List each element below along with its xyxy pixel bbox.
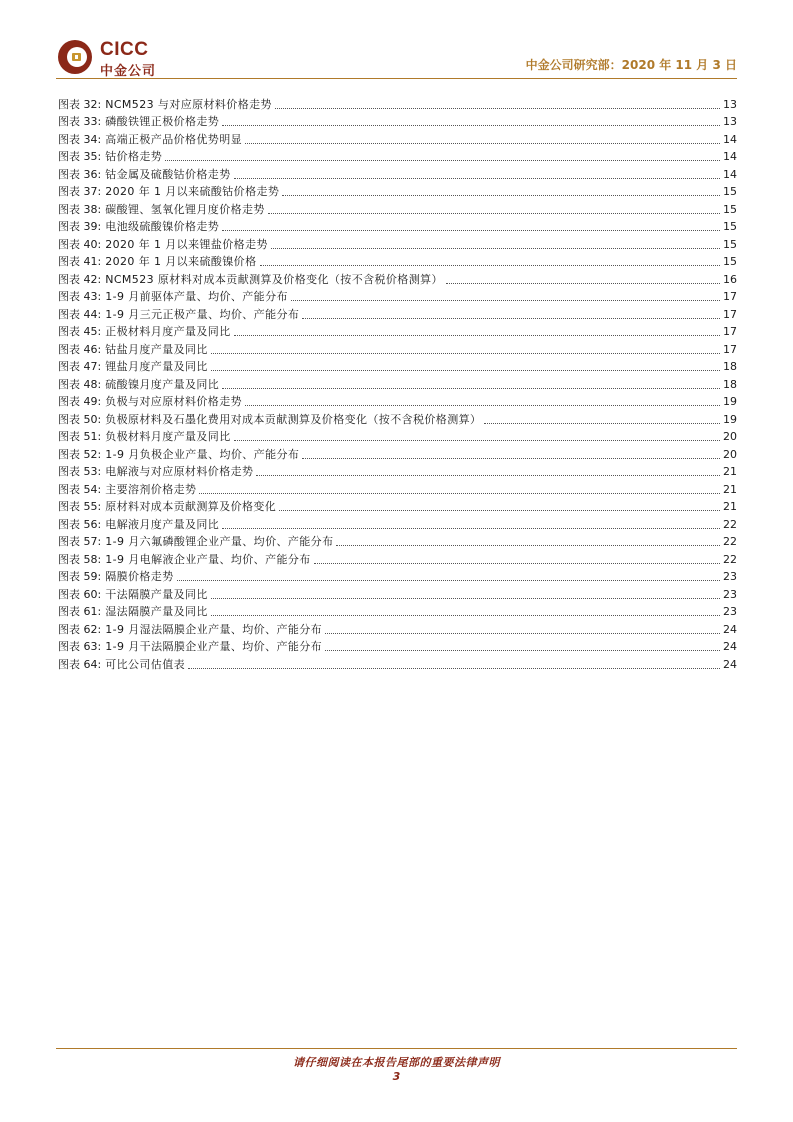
figure-title: 负极材料月度产量及同比 bbox=[105, 430, 231, 443]
figure-number: 图表 42: bbox=[58, 272, 102, 286]
dot-leader bbox=[268, 213, 720, 214]
page-ref: 17 bbox=[723, 290, 737, 303]
dot-leader bbox=[325, 650, 720, 651]
toc-entry[interactable] bbox=[58, 462, 737, 480]
page-ref: 13 bbox=[723, 115, 737, 128]
figure-title: 磷酸铁锂正极价格走势 bbox=[105, 115, 220, 128]
dot-leader bbox=[314, 563, 720, 564]
page-ref: 18 bbox=[723, 377, 737, 391]
toc-entry[interactable] bbox=[58, 182, 737, 200]
dot-leader bbox=[188, 668, 720, 669]
page-ref: 20 bbox=[723, 447, 737, 461]
figure-number: 图表 51: bbox=[58, 430, 102, 443]
page-ref: 14 bbox=[723, 150, 737, 163]
toc-entry[interactable] bbox=[58, 357, 737, 375]
page-ref: 14 bbox=[723, 132, 737, 146]
page-ref: 15 bbox=[723, 255, 737, 268]
toc-entry[interactable] bbox=[58, 234, 737, 252]
figure-title: 2020 年 1 月以来硫酸钴价格走势 bbox=[105, 185, 280, 198]
figure-title: 可比公司估值表 bbox=[105, 657, 186, 671]
page-ref: 15 bbox=[723, 185, 737, 198]
figure-title: 钴价格走势 bbox=[105, 150, 163, 163]
toc-entry[interactable] bbox=[58, 252, 737, 270]
header-date: 中金公司研究部：2020 年 11 月 3 日 bbox=[525, 58, 737, 72]
figure-title: NCM523 与对应原材料价格走势 bbox=[105, 97, 272, 111]
toc-entry[interactable] bbox=[58, 497, 737, 515]
toc-entry[interactable] bbox=[58, 392, 737, 410]
figure-title: 钴盐月度产量及同比 bbox=[105, 342, 208, 356]
page-ref: 23 bbox=[723, 587, 737, 601]
page-header bbox=[56, 36, 737, 78]
figure-title: 1-9 月干法隔膜企业产量、均价、产能分布 bbox=[105, 640, 323, 653]
page-ref: 17 bbox=[723, 342, 737, 356]
figure-number: 图表 44: bbox=[58, 307, 102, 321]
page-ref: 21 bbox=[723, 482, 737, 496]
dot-leader bbox=[211, 598, 720, 599]
toc-entry[interactable] bbox=[58, 654, 737, 672]
dot-leader bbox=[222, 528, 720, 529]
page-ref: 17 bbox=[723, 307, 737, 321]
figure-number: 图表 47: bbox=[58, 360, 102, 373]
dot-leader bbox=[325, 633, 720, 634]
page-ref: 24 bbox=[723, 640, 737, 653]
dot-leader bbox=[234, 440, 720, 441]
toc-entry[interactable] bbox=[58, 584, 737, 602]
dot-leader bbox=[222, 230, 720, 231]
figure-number: 图表 60: bbox=[58, 587, 102, 601]
cicc-logo-icon bbox=[56, 38, 94, 76]
figure-number: 图表 61: bbox=[58, 605, 102, 618]
figure-list bbox=[58, 94, 737, 672]
logo-text-en: CICC bbox=[100, 39, 149, 60]
dot-leader bbox=[260, 265, 721, 266]
page-ref: 18 bbox=[723, 360, 737, 373]
page-ref: 19 bbox=[723, 412, 737, 426]
figure-number: 图表 41: bbox=[58, 255, 102, 268]
toc-entry[interactable] bbox=[58, 94, 737, 112]
figure-number: 图表 37: bbox=[58, 185, 102, 198]
figure-number: 图表 59: bbox=[58, 570, 102, 583]
figure-title: 干法隔膜产量及同比 bbox=[105, 587, 208, 601]
toc-entry[interactable] bbox=[58, 199, 737, 217]
figure-number: 图表 40: bbox=[58, 237, 102, 251]
figure-number: 图表 55: bbox=[58, 500, 102, 513]
figure-number: 图表 58: bbox=[58, 552, 102, 566]
dot-leader bbox=[245, 143, 720, 144]
dot-leader bbox=[275, 108, 720, 109]
dot-leader bbox=[256, 475, 720, 476]
toc-entry[interactable] bbox=[58, 637, 737, 655]
figure-title: 正极材料月度产量及同比 bbox=[105, 325, 231, 338]
toc-entry[interactable] bbox=[58, 374, 737, 392]
page-number: 3 bbox=[392, 1070, 401, 1083]
figure-title: 1-9 月电解液企业产量、均价、产能分布 bbox=[105, 552, 311, 566]
dot-leader bbox=[302, 318, 720, 319]
page-ref: 22 bbox=[723, 552, 737, 566]
toc-entry[interactable] bbox=[58, 619, 737, 637]
cicc-logo bbox=[56, 38, 166, 78]
dot-leader bbox=[211, 615, 720, 616]
figure-number: 图表 50: bbox=[58, 412, 102, 426]
dot-leader bbox=[177, 580, 720, 581]
figure-title: 电解液与对应原材料价格走势 bbox=[105, 465, 254, 478]
figure-title: 碳酸锂、氢氧化锂月度价格走势 bbox=[105, 202, 265, 216]
figure-title: 硫酸镍月度产量及同比 bbox=[105, 377, 220, 391]
dot-leader bbox=[484, 423, 720, 424]
page-ref: 13 bbox=[723, 97, 737, 111]
dot-leader bbox=[291, 300, 720, 301]
figure-number: 图表 63: bbox=[58, 640, 102, 653]
figure-number: 图表 57: bbox=[58, 535, 102, 548]
toc-entry[interactable] bbox=[58, 129, 737, 147]
page-ref: 23 bbox=[723, 605, 737, 618]
figure-number: 图表 46: bbox=[58, 342, 102, 356]
toc-entry[interactable] bbox=[58, 549, 737, 567]
page-ref: 14 bbox=[723, 167, 737, 181]
toc-entry[interactable] bbox=[58, 479, 737, 497]
dot-leader bbox=[234, 178, 720, 179]
figure-title: 负极原材料及石墨化费用对成本贡献测算及价格变化（按不含税价格测算） bbox=[105, 412, 482, 426]
page-ref: 19 bbox=[723, 395, 737, 408]
figure-title: 原材料对成本贡献测算及价格变化 bbox=[105, 500, 277, 513]
toc-entry[interactable] bbox=[58, 602, 737, 620]
figure-number: 图表 45: bbox=[58, 325, 102, 338]
dot-leader bbox=[446, 283, 720, 284]
figure-number: 图表 48: bbox=[58, 377, 102, 391]
figure-number: 图表 32: bbox=[58, 97, 102, 111]
toc-entry[interactable] bbox=[58, 147, 737, 165]
figure-number: 图表 34: bbox=[58, 132, 102, 146]
figure-number: 图表 38: bbox=[58, 202, 102, 216]
page-ref: 17 bbox=[723, 325, 737, 338]
figure-title: 负极与对应原材料价格走势 bbox=[105, 395, 243, 408]
page-ref: 22 bbox=[723, 535, 737, 548]
page-ref: 15 bbox=[723, 220, 737, 233]
page-ref: 24 bbox=[723, 622, 737, 636]
page-ref: 23 bbox=[723, 570, 737, 583]
figure-number: 图表 43: bbox=[58, 290, 102, 303]
page-ref: 24 bbox=[723, 657, 737, 671]
page-ref: 20 bbox=[723, 430, 737, 443]
toc-entry[interactable] bbox=[58, 112, 737, 130]
dot-leader bbox=[271, 248, 720, 249]
toc-entry[interactable] bbox=[58, 339, 737, 357]
toc-entry[interactable] bbox=[58, 514, 737, 532]
figure-number: 图表 56: bbox=[58, 517, 102, 531]
figure-title: 1-9 月湿法隔膜企业产量、均价、产能分布 bbox=[105, 622, 323, 636]
dot-leader bbox=[199, 493, 720, 494]
figure-number: 图表 54: bbox=[58, 482, 102, 496]
figure-title: 电池级硫酸镍价格走势 bbox=[105, 220, 220, 233]
figure-number: 图表 36: bbox=[58, 167, 102, 181]
figure-title: 隔膜价格走势 bbox=[105, 570, 174, 583]
figure-title: 1-9 月负极企业产量、均价、产能分布 bbox=[105, 447, 300, 461]
figure-title: 1-9 月前驱体产量、均价、产能分布 bbox=[105, 290, 288, 303]
figure-number: 图表 62: bbox=[58, 622, 102, 636]
footer-divider bbox=[56, 1048, 737, 1049]
page-ref: 15 bbox=[723, 237, 737, 251]
figure-number: 图表 64: bbox=[58, 657, 102, 671]
figure-number: 图表 53: bbox=[58, 465, 102, 478]
figure-title: 高端正极产品价格优势明显 bbox=[105, 132, 243, 146]
figure-title: 主要溶剂价格走势 bbox=[105, 482, 197, 496]
dot-leader bbox=[336, 545, 720, 546]
figure-title: 1-9 月六氟磷酸锂企业产量、均价、产能分布 bbox=[105, 535, 334, 548]
dot-leader bbox=[279, 510, 720, 511]
page-ref: 15 bbox=[723, 202, 737, 216]
page-ref: 22 bbox=[723, 517, 737, 531]
dot-leader bbox=[234, 335, 720, 336]
figure-title: 2020 年 1 月以来硫酸镍价格 bbox=[105, 255, 257, 268]
figure-title: NCM523 原材料对成本贡献测算及价格变化（按不含税价格测算） bbox=[105, 272, 443, 286]
figure-title: 电解液月度产量及同比 bbox=[105, 517, 220, 531]
toc-entry[interactable] bbox=[58, 427, 737, 445]
figure-title: 湿法隔膜产量及同比 bbox=[105, 605, 208, 618]
dot-leader bbox=[211, 370, 720, 371]
dot-leader bbox=[211, 353, 720, 354]
toc-entry[interactable] bbox=[58, 269, 737, 287]
toc-entry[interactable] bbox=[58, 322, 737, 340]
figure-title: 2020 年 1 月以来锂盐价格走势 bbox=[105, 237, 268, 251]
toc-entry[interactable] bbox=[58, 409, 737, 427]
toc-entry[interactable] bbox=[58, 304, 737, 322]
toc-entry[interactable] bbox=[58, 532, 737, 550]
header-divider bbox=[56, 78, 737, 79]
figure-number: 图表 49: bbox=[58, 395, 102, 408]
figure-title: 锂盐月度产量及同比 bbox=[105, 360, 208, 373]
dot-leader bbox=[222, 388, 720, 389]
legal-notice: 请仔细阅读在本报告尾部的重要法律声明 bbox=[293, 1056, 500, 1069]
figure-number: 图表 52: bbox=[58, 447, 102, 461]
dot-leader bbox=[282, 195, 720, 196]
dot-leader bbox=[222, 125, 720, 126]
figure-title: 钴金属及硫酸钴价格走势 bbox=[105, 167, 231, 181]
figure-number: 图表 39: bbox=[58, 220, 102, 233]
dot-leader bbox=[245, 405, 720, 406]
figure-number: 图表 33: bbox=[58, 115, 102, 128]
page-ref: 16 bbox=[723, 272, 737, 286]
toc-entry[interactable] bbox=[58, 164, 737, 182]
figure-number: 图表 35: bbox=[58, 150, 102, 163]
logo-text-cn: 中金公司 bbox=[100, 64, 157, 79]
page-ref: 21 bbox=[723, 465, 737, 478]
toc-entry[interactable] bbox=[58, 444, 737, 462]
figure-title: 1-9 月三元正极产量、均价、产能分布 bbox=[105, 307, 300, 321]
dot-leader bbox=[302, 458, 720, 459]
toc-entry[interactable] bbox=[58, 567, 737, 585]
page-ref: 21 bbox=[723, 500, 737, 513]
dot-leader bbox=[165, 160, 720, 161]
toc-entry[interactable] bbox=[58, 287, 737, 305]
toc-entry[interactable] bbox=[58, 217, 737, 235]
